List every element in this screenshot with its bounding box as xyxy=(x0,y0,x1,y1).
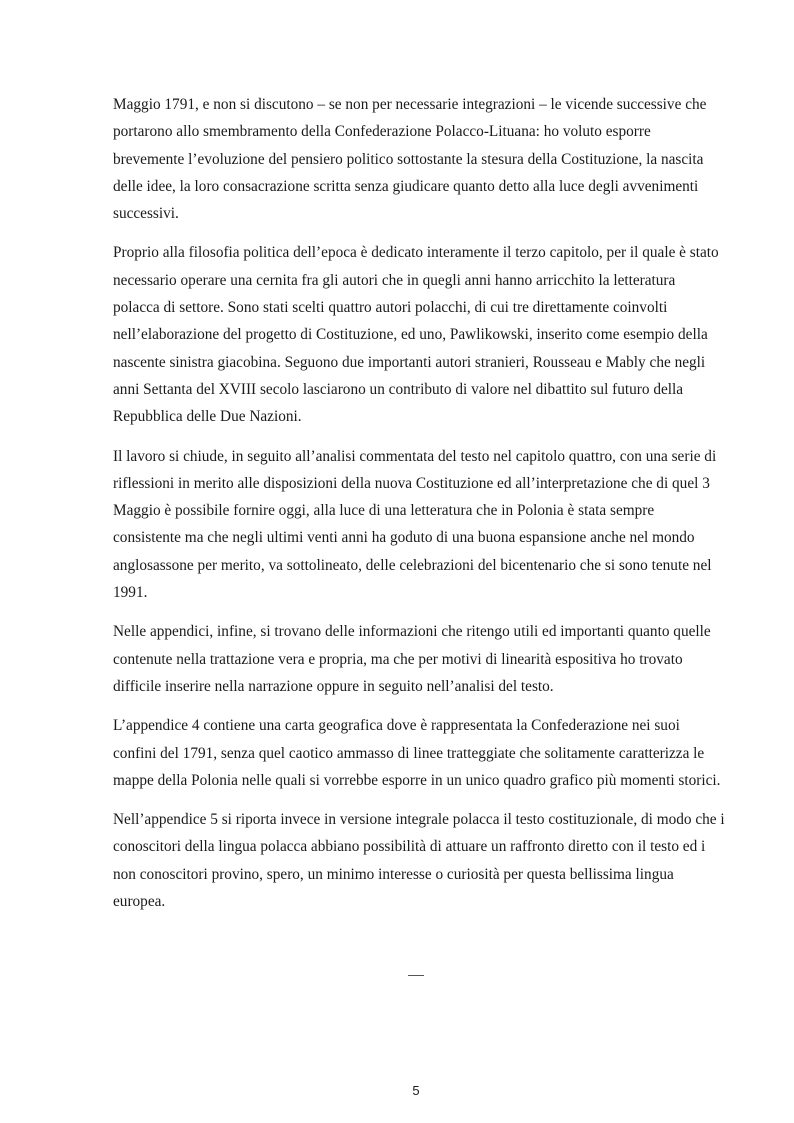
paragraph: Nell’appendice 5 si riporta invece in versione integrale polacca il testo costituzionale, di modo che i conoscitori della lingua polacca abbiano possibilità di attuare un raffronto diretto con il testo ed i non conoscitori provino, spero, un minimo interesse o curiosità per questa bellissima lingua europea. xyxy=(113,811,725,911)
page-number: 5 xyxy=(412,1083,420,1098)
paragraph: L’appendice 4 contiene una carta geografica dove è rappresentata la Confederazione nei suoi confini del 1791, senza quel caotico ammasso di linee tratteggiate che solitamente caratterizza le mappe della Polonia nelle quali si vorrebbe esporre in un unico quadro grafico più momenti storici. xyxy=(113,717,721,789)
paragraph: Il lavoro si chiude, in seguito all’analisi commentata del testo nel capitolo quattro, con una serie di riflessioni in merito alle disposizioni della nuova Costituzione ed all’interpretazione che di quel 3 Maggio è possibile fornire oggi, alla luce di una letteratura che in Polonia è stata sempre consistente ma che negli ultimi venti anni ha goduto di una buona espansione anche nel mondo anglosassone per merito, va sottolineato, delle celebrazioni del bicentenario che si sono tenute nel 1991. xyxy=(113,447,717,602)
body-text xyxy=(113,91,725,927)
section-end-divider xyxy=(408,975,424,976)
paragraph: Nelle appendici, infine, si trovano delle informazioni che ritengo utili ed importanti quanto quelle contenute nella trattazione vera e propria, ma che per motivi di linearità espositiva ho trovato difficile inserire nella narrazione oppure in seguito nell’analisi del testo. xyxy=(113,623,711,695)
paragraph: Maggio 1791, e non si discutono – se non per necessarie integrazioni – le vicende successive che portarono allo smembramento della Confederazione Polacco-Lituana: ho voluto esporre brevemente l’evoluzione del pensiero politico sottostante la stesura della Costituzione, la nascita delle idee, la loro consacrazione scritta senza giudicare quanto detto alla luce degli avvenimenti successivi. xyxy=(113,96,707,223)
paragraph: Proprio alla filosofia politica dell’epoca è dedicato interamente il terzo capitolo, per il quale è stato necessario operare una cernita fra gli autori che in quegli anni hanno arricchito la letteratura polacca di settore. Sono stati scelti quattro autori polacchi, di cui tre direttamente coinvolti nell’elaborazione del progetto di Costituzione, ed uno, Pawlikowski, inserito come esempio della nascente sinistra giacobina. Seguono due importanti autori stranieri, Rousseau e Mably che negli anni Settanta del XVIII secolo lasciarono un contributo di valore nel dibattito sul futuro della Repubblica delle Due Nazioni. xyxy=(113,244,719,426)
